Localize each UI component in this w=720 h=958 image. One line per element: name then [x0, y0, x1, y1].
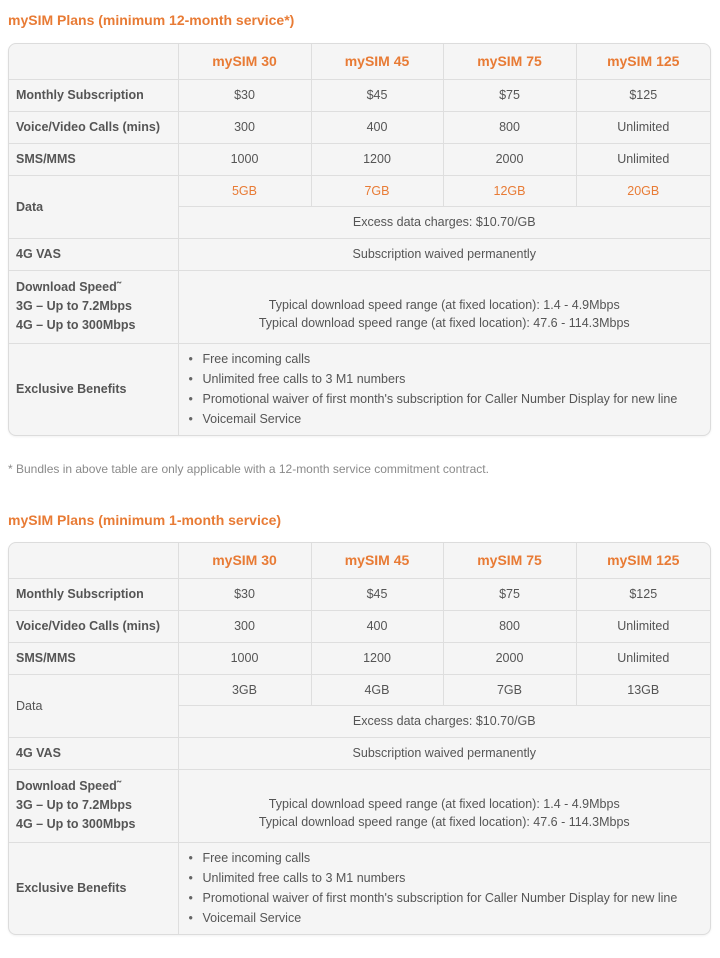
plan-header: mySIM 125: [576, 543, 710, 578]
cell-value: 2000: [443, 143, 576, 175]
table-row-voice: [9, 610, 710, 642]
plan-header: mySIM 30: [178, 44, 311, 79]
plan-header: mySIM 125: [576, 44, 710, 79]
plan-header: mySIM 75: [443, 44, 576, 79]
speed-4g-value: Typical download speed range (at fixed location): 47.6 - 114.3Mbps: [258, 814, 630, 829]
cell-value: 3GB: [178, 674, 311, 705]
speed-label-line: Download Speed˜: [16, 779, 121, 793]
speed-label-line: 4G – Up to 300Mbps: [16, 817, 136, 831]
cell-value: 1000: [178, 642, 311, 674]
table-header-row: [9, 543, 710, 578]
list-item: • Unlimited free calls to 3 M1 numbers: [189, 369, 711, 389]
table-row-monthly: [9, 79, 710, 111]
benefits-cell: [178, 343, 710, 435]
table-row-sms: [9, 143, 710, 175]
cell-value: $30: [178, 79, 311, 111]
cell-value: 800: [443, 610, 576, 642]
plans-table-12-month: [8, 43, 711, 436]
cell-value: Unlimited: [576, 642, 710, 674]
row-label: Exclusive Benefits: [9, 343, 178, 435]
cell-value: Unlimited: [576, 111, 710, 143]
cell-value: $75: [443, 578, 576, 610]
list-item: • Promotional waiver of first month's subscription for Caller Number Display for new line: [189, 389, 711, 409]
row-label: SMS/MMS: [9, 642, 178, 674]
footnote: * Bundles in above table are only applicable with a 12-month service commitment contract.: [8, 462, 489, 476]
row-label: [9, 769, 178, 842]
table-row-sms: [9, 642, 710, 674]
header-empty-cell: [9, 543, 178, 578]
cell-value: 300: [178, 610, 311, 642]
list-item: • Free incoming calls: [189, 349, 711, 369]
speed-values: [178, 270, 710, 343]
plan-header: mySIM 45: [311, 44, 443, 79]
cell-value: 400: [311, 111, 443, 143]
table-header-row: [9, 44, 710, 79]
row-label: Monthly Subscription: [9, 578, 178, 610]
row-label: Voice/Video Calls (mins): [9, 111, 178, 143]
table-row-vas: [9, 238, 710, 270]
cell-value: 7GB: [311, 175, 443, 206]
row-label: Data: [9, 175, 178, 238]
plan-header: mySIM 45: [311, 543, 443, 578]
cell-value: 300: [178, 111, 311, 143]
table-row-voice: [9, 111, 710, 143]
row-label: 4G VAS: [9, 737, 178, 769]
table-row-benefits: [9, 343, 710, 435]
cell-value: 1200: [311, 143, 443, 175]
excess-data-charges: Excess data charges: $10.70/GB: [178, 206, 710, 238]
speed-label-line: Download Speed˜: [16, 280, 121, 294]
cell-value: $45: [311, 79, 443, 111]
cell-value: 12GB: [443, 175, 576, 206]
table-row-speed: [9, 270, 710, 343]
list-item: • Voicemail Service: [189, 409, 711, 429]
cell-value: 1000: [178, 143, 311, 175]
row-label: Monthly Subscription: [9, 79, 178, 111]
cell-value: Subscription waived permanently: [178, 238, 710, 270]
cell-value: 4GB: [311, 674, 443, 705]
table-row-data: [9, 175, 710, 206]
table-row-speed: [9, 769, 710, 842]
row-label: 4G VAS: [9, 238, 178, 270]
cell-value: $75: [443, 79, 576, 111]
benefits-list: [179, 848, 711, 928]
benefits-cell: [178, 842, 710, 934]
list-item: • Voicemail Service: [189, 908, 711, 928]
cell-value: 5GB: [178, 175, 311, 206]
cell-value: $30: [178, 578, 311, 610]
speed-3g-value: Typical download speed range (at fixed location): 1.4 - 4.9Mbps: [268, 796, 620, 811]
speed-3g-value: Typical download speed range (at fixed location): 1.4 - 4.9Mbps: [268, 297, 620, 312]
table-row-vas: [9, 737, 710, 769]
list-item: • Promotional waiver of first month's subscription for Caller Number Display for new line: [189, 888, 711, 908]
cell-value: 13GB: [576, 674, 710, 705]
benefits-list: [179, 349, 711, 429]
row-label: SMS/MMS: [9, 143, 178, 175]
table-row-monthly: [9, 578, 710, 610]
cell-value: 1200: [311, 642, 443, 674]
table-row-data: [9, 674, 710, 705]
plan-header: mySIM 75: [443, 543, 576, 578]
speed-label-line: 3G – Up to 7.2Mbps: [16, 299, 132, 313]
cell-value: Unlimited: [576, 143, 710, 175]
row-label: Voice/Video Calls (mins): [9, 610, 178, 642]
row-label: Data: [9, 674, 178, 737]
cell-value: $125: [576, 578, 710, 610]
cell-value: $125: [576, 79, 710, 111]
section-title-1-month: mySIM Plans (minimum 1-month service): [8, 512, 282, 528]
speed-values: [178, 769, 710, 842]
cell-value: Subscription waived permanently: [178, 737, 710, 769]
cell-value: 800: [443, 111, 576, 143]
row-label: [9, 270, 178, 343]
excess-data-charges: Excess data charges: $10.70/GB: [178, 705, 710, 737]
speed-label-line: 4G – Up to 300Mbps: [16, 318, 136, 332]
speed-4g-value: Typical download speed range (at fixed location): 47.6 - 114.3Mbps: [258, 315, 630, 330]
table-row-benefits: [9, 842, 710, 934]
cell-value: 20GB: [576, 175, 710, 206]
section-title-12-month: mySIM Plans (minimum 12-month service*): [8, 12, 295, 28]
header-empty-cell: [9, 44, 178, 79]
cell-value: $45: [311, 578, 443, 610]
speed-label-line: 3G – Up to 7.2Mbps: [16, 798, 132, 812]
cell-value: 2000: [443, 642, 576, 674]
row-label: Exclusive Benefits: [9, 842, 178, 934]
plans-table-1-month: [8, 542, 711, 935]
cell-value: Unlimited: [576, 610, 710, 642]
cell-value: 7GB: [443, 674, 576, 705]
list-item: • Unlimited free calls to 3 M1 numbers: [189, 868, 711, 888]
plan-header: mySIM 30: [178, 543, 311, 578]
list-item: • Free incoming calls: [189, 848, 711, 868]
cell-value: 400: [311, 610, 443, 642]
